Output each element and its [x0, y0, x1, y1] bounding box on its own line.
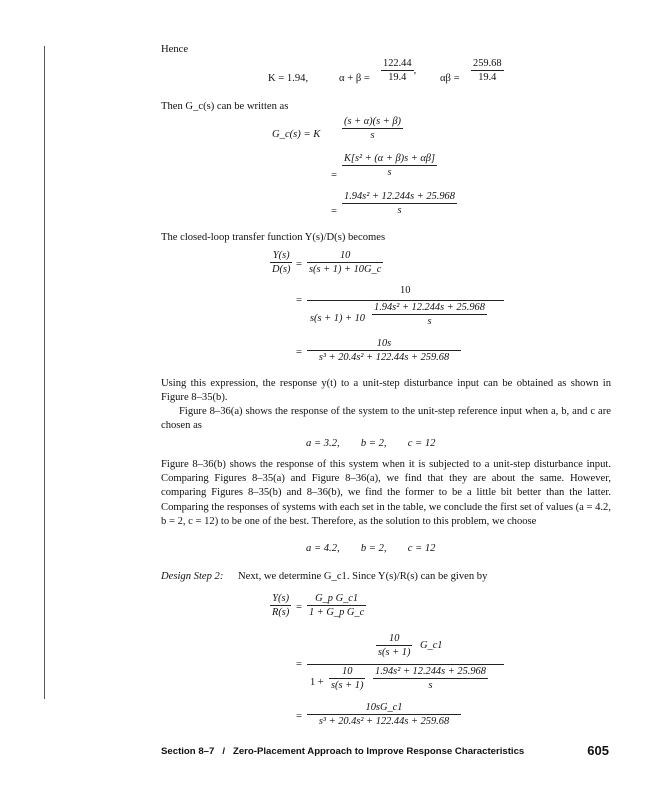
page-number: 605: [587, 743, 609, 758]
yd-lhs: [270, 250, 292, 275]
frac-122: $\frac{122.44}{19.4}$ ,: [383, 58, 417, 83]
frac-den: s(s + 1) + 10G_c: [309, 264, 382, 275]
yd-frac-3: [307, 338, 461, 363]
yr-den-2-frac-b: [373, 666, 488, 691]
frac-den: D(s): [272, 264, 291, 275]
frac-den: s³ + 20.4s² + 122.44s + 259.68: [318, 716, 450, 727]
yd-den-2-inner: [372, 302, 487, 327]
running-footer: Section 8–7 / Zero-Placement Approach to Improve Response Characteristics: [161, 746, 525, 757]
paragraph-2: Figure 8–36(a) shows the response of the system to the unit-step reference input when a, b, and c are chosen as: [161, 406, 611, 432]
frac-259: [471, 58, 504, 83]
yr-lhs: [270, 593, 291, 618]
gc-frac-1: [342, 116, 403, 141]
frac-den: s³ + 20.4s² + 122.44s + 259.68: [318, 352, 450, 363]
closed-loop-text: The closed-loop transfer function Y(s)/D(s) becomes: [161, 232, 386, 243]
eq-alpha-beta-lhs: αβ =: [440, 73, 460, 84]
gc-lhs: G_c(s) = K: [272, 129, 321, 140]
design-step-label: Design Step 2:: [161, 571, 224, 582]
frac-num: 10: [307, 250, 383, 263]
abc-values-2: a = 4.2, b = 2, c = 12: [306, 543, 436, 554]
frac-num: K[s² + (α + β)s + αβ]: [344, 153, 436, 164]
gc-frac-3: [342, 191, 457, 216]
equals-sign: =: [331, 206, 337, 217]
frac-den: s: [428, 680, 433, 691]
yr-frac-3: [307, 702, 461, 727]
frac-den: s(s + 1): [378, 647, 411, 658]
frac-num: Y(s): [270, 250, 292, 263]
frac-num: G_p G_c1: [307, 593, 366, 606]
frac-num: Y(s): [270, 593, 291, 606]
frac-num: 10: [329, 666, 365, 679]
frac-den: s(s + 1): [331, 680, 364, 691]
frac-den: 19.4: [478, 72, 497, 83]
fraction-bar: [307, 300, 504, 301]
eq-k: K = 1.94,: [268, 73, 309, 84]
frac-num: 1.94s² + 12.244s + 25.968: [344, 191, 455, 202]
frac-num: 1.94s² + 12.244s + 25.968: [375, 666, 486, 677]
frac-den: 19.4: [388, 72, 407, 83]
margin-rule: [44, 46, 45, 699]
equals-sign: =: [296, 602, 302, 613]
equals-sign: =: [296, 259, 302, 270]
frac-den: 1 + G_p G_c: [309, 607, 365, 618]
equals-sign: =: [331, 170, 337, 181]
then-gc-text: Then G_c(s) can be written as: [161, 101, 289, 112]
yd-den-2-prefix: s(s + 1) + 10: [310, 313, 366, 324]
yr-num-2-g: G_c1: [420, 640, 443, 651]
frac-num: 10s: [307, 338, 461, 351]
yr-num-2-frac: [376, 633, 412, 658]
yr-den-2-one: 1 +: [310, 677, 324, 688]
yd-num-2: 10: [400, 285, 411, 296]
frac-num: 122.44: [383, 58, 412, 69]
equals-sign: =: [296, 347, 302, 358]
design-step-text: Next, we determine G_c1. Since Y(s)/R(s) can be given by: [238, 571, 488, 582]
frac-den: s: [370, 130, 375, 141]
hence-text: Hence: [161, 44, 189, 55]
frac-den: s: [387, 167, 392, 178]
paragraph-3: Figure 8–36(b) shows the response of this system when it is subjected to a unit-step disturbance input. Comparing Figures 8–35(a) and Figure 8–36(a), we find that they are about the same. However, comparing Figures 8–35(b) and 8–36(b), we find the former to be a little bit better than the latter. Comparing the responses of systems with each set in the table, we conclude the first set of values (a = 4.2, b = 2, c = 12) to be one of the best. Therefore, as the solution to this problem, we choose: [161, 459, 611, 527]
frac-num: 10: [376, 633, 412, 646]
frac-den: R(s): [272, 607, 290, 618]
gc-frac-2: [342, 153, 437, 178]
frac-den: s: [427, 316, 432, 327]
frac-num: 10sG_c1: [307, 702, 461, 715]
paragraph-1: Using this expression, the response y(t) to a unit-step disturbance input can be obtained as shown in Figure 8–35(b).: [161, 378, 611, 404]
fraction-bar: [307, 664, 504, 665]
frac-den: s: [397, 205, 402, 216]
abc-values-1: a = 3.2, b = 2, c = 12: [306, 438, 436, 449]
equals-sign: =: [296, 711, 302, 722]
eq-alpha-plus-beta-lhs: α + β =: [339, 73, 370, 84]
equals-sign: =: [296, 659, 302, 670]
yd-frac-1: [307, 250, 383, 275]
frac-num: 259.68: [473, 58, 502, 69]
frac-num: 1.94s² + 12.244s + 25.968: [374, 302, 485, 313]
yr-frac-1: [307, 593, 366, 618]
equals-sign: =: [296, 295, 302, 306]
yr-den-2-frac-a: [329, 666, 365, 691]
frac-num: (s + α)(s + β): [344, 116, 401, 127]
